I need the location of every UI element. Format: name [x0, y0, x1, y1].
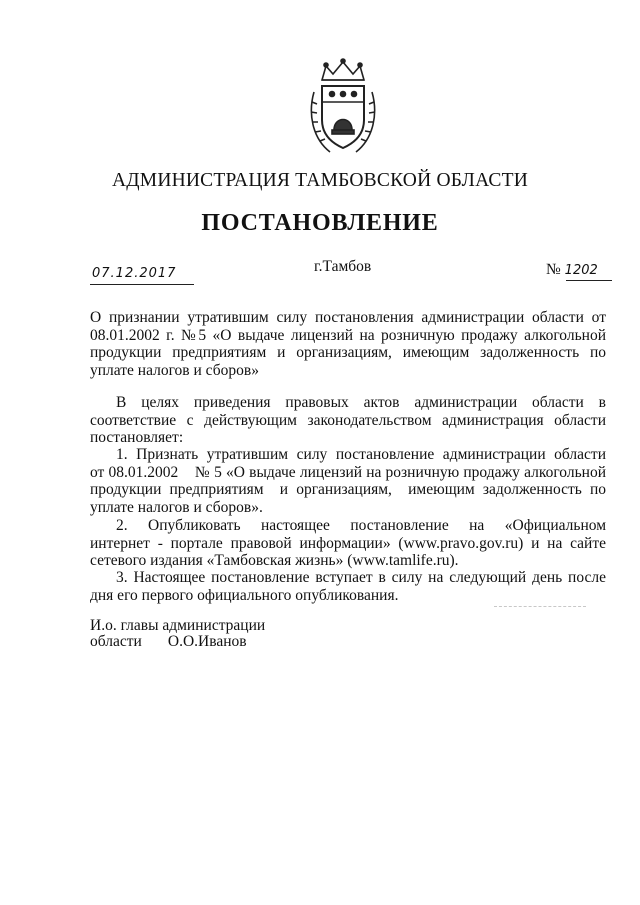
item-1-line: уплате налогов и сборов».	[90, 498, 263, 516]
title-line: 08.01.2002 г. №5 «О выдаче лицензий на розничную продажу алкогольной	[90, 326, 606, 344]
item-3-line: дня его первого официального опубликования.	[90, 586, 399, 604]
signature-block	[90, 618, 265, 650]
item-1-line: продукции предприятиям и организациям, имеющим задолженность по	[90, 481, 606, 498]
item-2-line: сетевого издания «Тамбовская жизнь» (www.tamlife.ru).	[90, 552, 459, 569]
item-2-line: 2. Опубликовать настоящее постановление на «Официальном	[116, 517, 606, 534]
signatory-position-line2: области	[90, 633, 142, 650]
title-line: продукции предприятиям и организациям, имеющим задолженность по	[90, 344, 606, 361]
signature-row	[90, 634, 265, 650]
item-3-line: 3. Настоящее постановление вступает в силу на следующий день после	[116, 569, 606, 586]
signatory-position-line1: И.о. главы администрации	[90, 617, 266, 634]
title-line: уплате налогов и сборов»	[90, 361, 259, 379]
title-line: О признании утратившим силу постановления администрации области от	[90, 309, 606, 326]
coat-of-arms-icon	[300, 58, 386, 158]
intro-paragraph	[90, 394, 606, 447]
number-underline	[566, 280, 612, 281]
item-1-line: от 08.01.2002 № 5 «О выдаче лицензий на розничную продажу алкогольной	[90, 463, 606, 481]
item-1	[90, 446, 606, 516]
intro-line: соответствие с действующим законодательством администрация области	[90, 411, 606, 429]
number-handwritten: 1202	[564, 263, 598, 278]
organization-name: АДМИНИСТРАЦИЯ ТАМБОВСКОЙ ОБЛАСТИ	[112, 170, 528, 191]
document-type: ПОСТАНОВЛЕНИЕ	[201, 210, 439, 236]
item-2-line: интернет - портале правовой информации» (www.pravo.gov.ru) и на сайте	[90, 534, 606, 552]
signatory-name: О.О.Иванов	[167, 633, 247, 650]
intro-line: постановляет:	[90, 429, 184, 446]
item-1-line: 1. Признать утратившим силу постановление администрации области	[116, 446, 606, 463]
number-prefix: №	[546, 261, 561, 278]
document-date: 07.12.2017	[92, 266, 177, 281]
document-title	[90, 309, 606, 379]
item-3	[90, 569, 606, 604]
scan-artifact-line	[494, 606, 586, 607]
document-number	[546, 261, 598, 279]
intro-line: В целях приведения правовых актов администрации области в	[116, 394, 606, 411]
document-city: г.Тамбов	[314, 258, 372, 275]
item-2	[90, 517, 606, 570]
date-underline	[90, 284, 194, 285]
